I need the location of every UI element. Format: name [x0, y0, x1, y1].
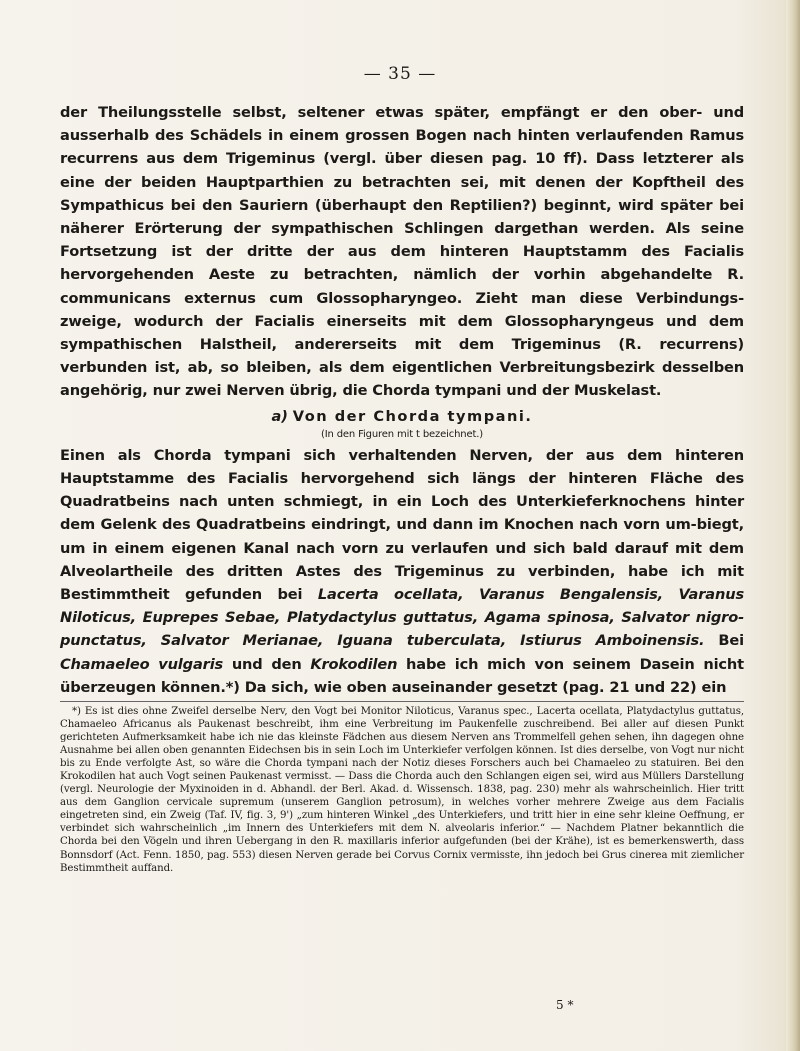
paragraph-1: der Theilungsstelle selbst, seltener etwas später, empfängt er den ober- und ausserhalb des Schädels in einem grossen Bogen nach hinten verlaufenden Ramus recurrens aus dem Trigeminus (vergl. über diesen pag. 10 ff). Dass letzterer als eine der beiden Hauptparthien zu betrachten sei, mit denen der Kopftheil des Sympathicus bei den Sauriern (überhaupt den Reptilien?) beginnt, wird später bei näherer Erörterung der sympathischen Schlingen dargethan werden. Als seine Fortsetzung ist der dritte der aus dem hinteren Hauptstamm des Facialis hervorgehenden Aeste zu betrachten, nämlich der vorhin abgehandelte R. communicans externus cum Glossopharyngeo. Zieht man diese Verbindungs-zweige, wodurch der Facialis einerseits mit dem Glossopharyngeus und dem sympathischen Halstheil, andererseits mit dem Trigeminus (R. recurrens) verbunden ist, ab, so bleiben, als dem eigentlichen Verbreitungsbezirk desselben angehörig, nur zwei Nerven übrig, die Chorda tympani und der Muskelast. — [60, 104, 744, 400]
page-edge — [786, 0, 800, 1051]
paragraph-2 — [60, 444, 744, 699]
section-heading-prefix: a) — [271, 407, 288, 425]
footnote-text: *) Es ist dies ohne Zweifel derselbe Nerv, den Vogt bei Monitor Niloticus, Varanus spec., Lacerta ocellata, Platydactylus guttatus, Chamaeleo Africanus als Paukenast beschreibt, ihm eine Verbreitung im Paukenfelle zuschreibend. Bei aller auf diesen Punkt gerichteten Aufmerksamkeit habe ich nie das kleinste Fädchen aus diesem Nerven ans Trommelfell gehen sehen, ihn dagegen ohne Ausnahme bei allen oben genannten Eidechsen bis in sein Loch im Unterkiefer verfolgen können. Ist dies derselbe, von Vogt nur nicht bis zu Ende verfolgte Ast, so wäre die Chorda tympani nach der Notiz dieses Forschers auch bei Chamaeleo zu statuiren. Bei den Krokodilen hat auch Vogt seinen Paukenast vermisst. — Dass die Chorda auch den Schlangen eigen sei, wird aus Müllers Darstellung (vergl. Neurologie der Myxinoiden in d. Abhandl. der Berl. Akad. d. Wissensch. 1838, pag. 230) mehr als wahrscheinlich. Hier tritt aus dem Ganglion cervicale supremum (unserem Ganglion petrosum), in welches vorher mehrere Zweige aus dem Facialis eingetreten sind, ein Zweig (Taf. IV, fig. 3, 9') „zum hinteren Winkel „des Unterkiefers, und tritt hier in eine sehr kleine Oeffnung, er verbindet sich wahrscheinlich „im Innern des Unterkiefers mit dem N. alveolaris inferior.“ — Nachdem Platner bekanntlich die Chorda bei den Vögeln und ihren Uebergang in den R. maxillaris inferior aufgefunden (bei der Krähe), ist es bemerkenswerth, dass Bonnsdorf (Act. Fenn. 1850, pag. 553) diesen Nerven gerade bei Corvus Cornix vermisste, ihn jedoch bei Grus cinerea mit ziemlicher Bestimmtheit auffand. — [60, 706, 744, 874]
main-text — [60, 101, 744, 699]
krokodilen-name: Krokodilen — [310, 655, 398, 673]
paragraph-2-part-d: habe ich mich von seinem Dasein nicht überzeugen können.*) Da sich, wie oben auseinander gesetzt (pag. 21 und 22) ein — [60, 655, 744, 696]
page-number: — 35 — — [363, 64, 437, 84]
signature-mark: 5 * — [556, 998, 574, 1012]
chamaeleo-name: Chamaeleo vulgaris — [60, 655, 224, 673]
footnote-divider — [60, 701, 744, 702]
section-subheading: (In den Figuren mit t bezeichnet.) — [320, 428, 484, 440]
section-heading-title: Von der Chorda tympani. — [292, 407, 533, 425]
paragraph-2-part-b: Bei — [704, 632, 744, 650]
footnote — [60, 705, 744, 875]
species-list: Lacerta ocellata, Varanus Bengalensis, Varanus Niloticus, Euprepes Sebae, Platydactylus guttatus, Agama spinosa, Salvator nigro-punctatus, Salvator Merianae, Iguana tuberculata, Istiurus Amboinensis. — [60, 586, 744, 650]
section-heading — [60, 405, 744, 428]
paragraph-2-part-c: und den — [223, 655, 311, 673]
paragraph-2-part-a: Einen als Chorda tympani sich verhaltenden Nerven, der aus dem hinteren Hauptstamme des Facialis hervorgehend sich längs der hinteren Fläche des Quadratbeins nach unten schmiegt, in ein Loch des Unterkieferknochens hinter dem Gelenk des Quadratbeins eindringt, und dann im Knochen nach vorn um-biegt, um in einem eigenen Kanal nach vorn zu verlaufen und sich bald darauf mit dem Alveolartheile des dritten Astes des Trigeminus zu verbinden, habe ich mit Bestimmtheit gefunden bei — [60, 446, 744, 604]
